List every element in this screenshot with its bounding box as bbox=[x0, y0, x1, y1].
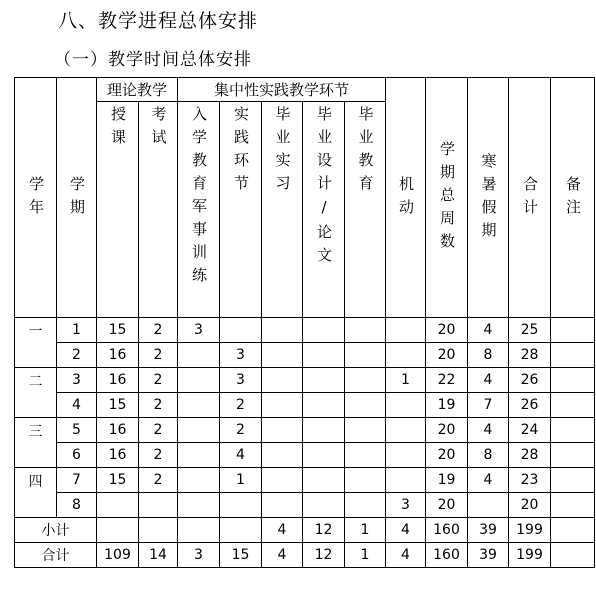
header-sum: 合计 bbox=[509, 78, 551, 318]
table-cell bbox=[139, 518, 178, 543]
table-cell bbox=[303, 393, 345, 418]
table-cell bbox=[178, 518, 220, 543]
table-cell bbox=[303, 443, 345, 468]
table-cell bbox=[551, 343, 595, 368]
table-cell bbox=[178, 443, 220, 468]
table-cell: 28 bbox=[509, 343, 551, 368]
table-cell bbox=[551, 418, 595, 443]
table-cell: 22 bbox=[426, 368, 468, 393]
table-cell bbox=[551, 518, 595, 543]
table-cell: 1 bbox=[345, 543, 386, 568]
table-cell bbox=[303, 418, 345, 443]
header-practical: 实践环节 bbox=[220, 102, 262, 318]
table-cell: 199 bbox=[509, 518, 551, 543]
table-cell bbox=[97, 518, 139, 543]
header-exam: 考试 bbox=[139, 102, 178, 318]
header-practice: 集中性实践教学环节 bbox=[178, 78, 386, 102]
schedule-table bbox=[14, 77, 595, 568]
table-cell: 16 bbox=[97, 418, 139, 443]
table-cell: 3 bbox=[178, 543, 220, 568]
table-cell bbox=[262, 493, 303, 518]
table-cell: 4 bbox=[468, 368, 509, 393]
table-cell bbox=[178, 368, 220, 393]
header-internship: 毕业实习 bbox=[262, 102, 303, 318]
header-year: 学年 bbox=[15, 78, 57, 318]
year-cell: 三 bbox=[15, 418, 57, 468]
table-cell bbox=[262, 368, 303, 393]
header-row-top bbox=[15, 78, 595, 102]
table-cell: 12 bbox=[303, 518, 345, 543]
table-cell bbox=[303, 468, 345, 493]
section-heading: 八、教学进程总体安排 bbox=[58, 10, 259, 32]
table-cell bbox=[262, 443, 303, 468]
table-row bbox=[15, 418, 595, 443]
table-cell: 24 bbox=[509, 418, 551, 443]
table-cell: 20 bbox=[509, 493, 551, 518]
table-cell bbox=[178, 493, 220, 518]
table-cell bbox=[386, 468, 426, 493]
table-cell: 3 bbox=[178, 318, 220, 343]
total-row bbox=[15, 543, 595, 568]
table-cell: 39 bbox=[468, 518, 509, 543]
table-cell: 28 bbox=[509, 443, 551, 468]
header-military: 入学教育军事训练 bbox=[178, 102, 220, 318]
header-lecture: 授课 bbox=[97, 102, 139, 318]
table-cell: 1 bbox=[386, 368, 426, 393]
table-cell: 15 bbox=[220, 543, 262, 568]
table-cell bbox=[178, 343, 220, 368]
table-cell: 25 bbox=[509, 318, 551, 343]
table-cell bbox=[303, 493, 345, 518]
table-cell: 26 bbox=[509, 393, 551, 418]
table-cell bbox=[220, 318, 262, 343]
table-cell: 2 bbox=[220, 418, 262, 443]
table-cell: 26 bbox=[509, 368, 551, 393]
table-cell bbox=[345, 318, 386, 343]
table-cell: 23 bbox=[509, 468, 551, 493]
term-cell: 3 bbox=[57, 368, 97, 393]
table-cell bbox=[386, 393, 426, 418]
table-cell bbox=[345, 493, 386, 518]
table-cell: 8 bbox=[468, 443, 509, 468]
header-remarks: 备注 bbox=[551, 78, 595, 318]
table-cell: 20 bbox=[426, 493, 468, 518]
header-grad-edu: 毕业教育 bbox=[345, 102, 386, 318]
table-cell bbox=[345, 368, 386, 393]
table-cell: 3 bbox=[220, 343, 262, 368]
table-cell bbox=[220, 518, 262, 543]
table-cell bbox=[178, 393, 220, 418]
table-cell bbox=[178, 468, 220, 493]
year-cell: 四 bbox=[15, 468, 57, 518]
term-cell: 6 bbox=[57, 443, 97, 468]
table-cell: 160 bbox=[426, 543, 468, 568]
table-cell bbox=[345, 343, 386, 368]
term-cell: 5 bbox=[57, 418, 97, 443]
table-cell bbox=[345, 468, 386, 493]
table-cell: 2 bbox=[139, 468, 178, 493]
table-cell bbox=[178, 418, 220, 443]
table-cell bbox=[468, 493, 509, 518]
section-subheading: （一）教学时间总体安排 bbox=[54, 50, 252, 70]
table-cell: 2 bbox=[139, 368, 178, 393]
table-cell: 16 bbox=[97, 368, 139, 393]
table-cell bbox=[345, 393, 386, 418]
header-flexible: 机动 bbox=[386, 78, 426, 318]
table-cell: 4 bbox=[262, 518, 303, 543]
table-cell: 19 bbox=[426, 393, 468, 418]
table-cell bbox=[386, 318, 426, 343]
term-cell: 1 bbox=[57, 318, 97, 343]
table-cell: 4 bbox=[468, 418, 509, 443]
table-cell: 3 bbox=[220, 368, 262, 393]
table-cell: 2 bbox=[139, 343, 178, 368]
header-term: 学期 bbox=[57, 78, 97, 318]
table-cell bbox=[345, 443, 386, 468]
year-cell: 二 bbox=[15, 368, 57, 418]
table-cell: 1 bbox=[220, 468, 262, 493]
table-cell bbox=[139, 493, 178, 518]
table-cell bbox=[303, 368, 345, 393]
table-cell bbox=[262, 393, 303, 418]
table-cell: 20 bbox=[426, 343, 468, 368]
table-cell bbox=[262, 343, 303, 368]
table-cell: 15 bbox=[97, 318, 139, 343]
table-cell: 2 bbox=[139, 393, 178, 418]
table-cell bbox=[551, 393, 595, 418]
table-row bbox=[15, 318, 595, 343]
term-cell: 2 bbox=[57, 343, 97, 368]
table-cell bbox=[386, 443, 426, 468]
table-cell bbox=[303, 343, 345, 368]
table-cell: 160 bbox=[426, 518, 468, 543]
table-cell bbox=[262, 468, 303, 493]
table-cell: 2 bbox=[139, 318, 178, 343]
table-cell: 15 bbox=[97, 393, 139, 418]
table-row bbox=[15, 443, 595, 468]
table-cell: 4 bbox=[386, 518, 426, 543]
table-cell bbox=[551, 368, 595, 393]
total-label: 合计 bbox=[15, 543, 97, 568]
table-cell: 16 bbox=[97, 443, 139, 468]
subtotal-row bbox=[15, 518, 595, 543]
table-cell bbox=[97, 493, 139, 518]
table-cell bbox=[551, 443, 595, 468]
subtotal-label: 小计 bbox=[15, 518, 97, 543]
table-cell: 2 bbox=[139, 418, 178, 443]
header-theory: 理论教学 bbox=[97, 78, 178, 102]
table-cell: 4 bbox=[262, 543, 303, 568]
table-cell: 15 bbox=[97, 468, 139, 493]
table-row bbox=[15, 468, 595, 493]
table-row bbox=[15, 343, 595, 368]
year-cell: 一 bbox=[15, 318, 57, 368]
table-cell bbox=[220, 493, 262, 518]
term-cell: 8 bbox=[57, 493, 97, 518]
table-cell: 20 bbox=[426, 443, 468, 468]
table-cell: 8 bbox=[468, 343, 509, 368]
table-cell: 1 bbox=[345, 518, 386, 543]
table-cell: 109 bbox=[97, 543, 139, 568]
table-row bbox=[15, 393, 595, 418]
table-cell bbox=[262, 418, 303, 443]
table-row bbox=[15, 493, 595, 518]
table-cell: 4 bbox=[386, 543, 426, 568]
table-cell: 16 bbox=[97, 343, 139, 368]
table-cell bbox=[303, 318, 345, 343]
table-row bbox=[15, 368, 595, 393]
table-cell: 14 bbox=[139, 543, 178, 568]
table-cell bbox=[551, 543, 595, 568]
table-cell: 39 bbox=[468, 543, 509, 568]
table-cell bbox=[551, 493, 595, 518]
table-cell bbox=[551, 468, 595, 493]
term-cell: 7 bbox=[57, 468, 97, 493]
table-cell: 7 bbox=[468, 393, 509, 418]
header-thesis: 毕业设计/论文 bbox=[303, 102, 345, 318]
table-cell: 2 bbox=[220, 393, 262, 418]
table-cell: 4 bbox=[468, 468, 509, 493]
table-cell bbox=[386, 418, 426, 443]
table-cell: 2 bbox=[139, 443, 178, 468]
table-cell: 20 bbox=[426, 318, 468, 343]
table-cell bbox=[386, 343, 426, 368]
table-cell: 4 bbox=[220, 443, 262, 468]
table-cell: 12 bbox=[303, 543, 345, 568]
table-cell bbox=[345, 418, 386, 443]
header-total-weeks: 学期总周数 bbox=[426, 78, 468, 318]
table-cell: 3 bbox=[386, 493, 426, 518]
table-cell: 4 bbox=[468, 318, 509, 343]
table-cell: 199 bbox=[509, 543, 551, 568]
table-cell: 19 bbox=[426, 468, 468, 493]
header-vacation: 寒暑假期 bbox=[468, 78, 509, 318]
table-cell bbox=[551, 318, 595, 343]
table-cell: 20 bbox=[426, 418, 468, 443]
term-cell: 4 bbox=[57, 393, 97, 418]
table-cell bbox=[262, 318, 303, 343]
